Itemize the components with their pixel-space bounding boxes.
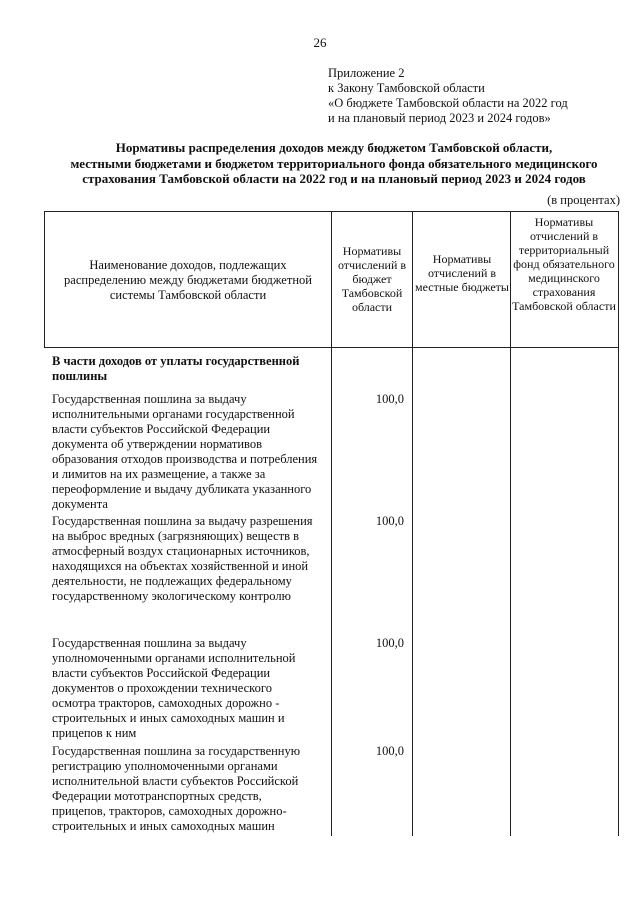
title-line-1: Нормативы распределения доходов между бюджетом Тамбовской области, xyxy=(115,140,553,155)
table-right-border xyxy=(618,211,619,836)
title-line-2: местными бюджетами и бюджетом территориального фонда обязательного медицинского xyxy=(70,155,598,171)
header-local-budgets: Нормативы отчислений в местные бюджеты xyxy=(415,252,509,294)
title-line-3: страхования Тамбовской области на 2022 год и на плановый период 2023 и 2024 годов xyxy=(82,171,586,186)
appendix-line-1: Приложение 2 xyxy=(328,66,405,80)
header-regional-budget: Нормативы отчислений в бюджет Тамбовской области xyxy=(337,244,407,314)
table-row-1-name: Государственная пошлина за выдачу исполнительными органами государственной власти субъектов Российской Федерации документа об утверждении нормативов образования отходов производства и потребления и лимитов на их размещение, а также за переоформление и выдачу дубликата указанного документа xyxy=(52,392,318,511)
appendix-line-4: и на плановый период 2023 и 2024 годов» xyxy=(328,111,551,125)
header-income-name: Наименование доходов, подлежащих распределению между бюджетами бюджетной системы Тамбовской области xyxy=(64,258,312,302)
appendix-line-3: «О бюджете Тамбовской области на 2022 год xyxy=(328,96,568,110)
section-state-duty: В части доходов от уплаты государственной пошлины xyxy=(52,354,300,383)
document-title xyxy=(44,140,624,187)
table-row-3-name: Государственная пошлина за выдачу уполномоченными органами исполнительной власти субъектов Российской Федерации документов о прохождении технического осмотра тракторов, самоходных дорожно - строительных и иных самоходных машин и прицепов к ним xyxy=(52,636,296,740)
table-row-1-value: 100,0 xyxy=(375,392,404,406)
column-divider-2 xyxy=(412,211,413,836)
appendix-header xyxy=(328,66,628,126)
column-divider-1 xyxy=(331,211,332,836)
appendix-line-2: к Закону Тамбовской области xyxy=(328,81,485,95)
units-note: (в процентах) xyxy=(547,193,620,207)
table-row-4-name: Государственная пошлина за государственную регистрацию уполномоченными органами исполнительной власти субъектов Российской Федерации мототранспортных средств, прицепов, тракторов, самоходных дорожно-строительных и иных самоходных машин xyxy=(52,744,301,833)
header-medical-fund: Нормативы отчислений в территориальный фонд обязательного медицинского страхования Тамбовской области xyxy=(512,215,616,313)
page-number: 26 xyxy=(313,35,327,50)
column-divider-3 xyxy=(510,211,511,836)
table-row-2-name: Государственная пошлина за выдачу разрешения на выброс вредных (загрязняющих) веществ в атмосферный воздух стационарных источников, находящихся на объектах хозяйственной и иной деятельности, не подлежащих федеральному государственному экологическому контролю xyxy=(52,514,313,603)
table-left-border xyxy=(44,211,45,347)
table-row-2-value: 100,0 xyxy=(375,514,404,528)
table-row-4-value: 100,0 xyxy=(375,744,404,758)
table-row-3-value: 100,0 xyxy=(375,636,404,650)
